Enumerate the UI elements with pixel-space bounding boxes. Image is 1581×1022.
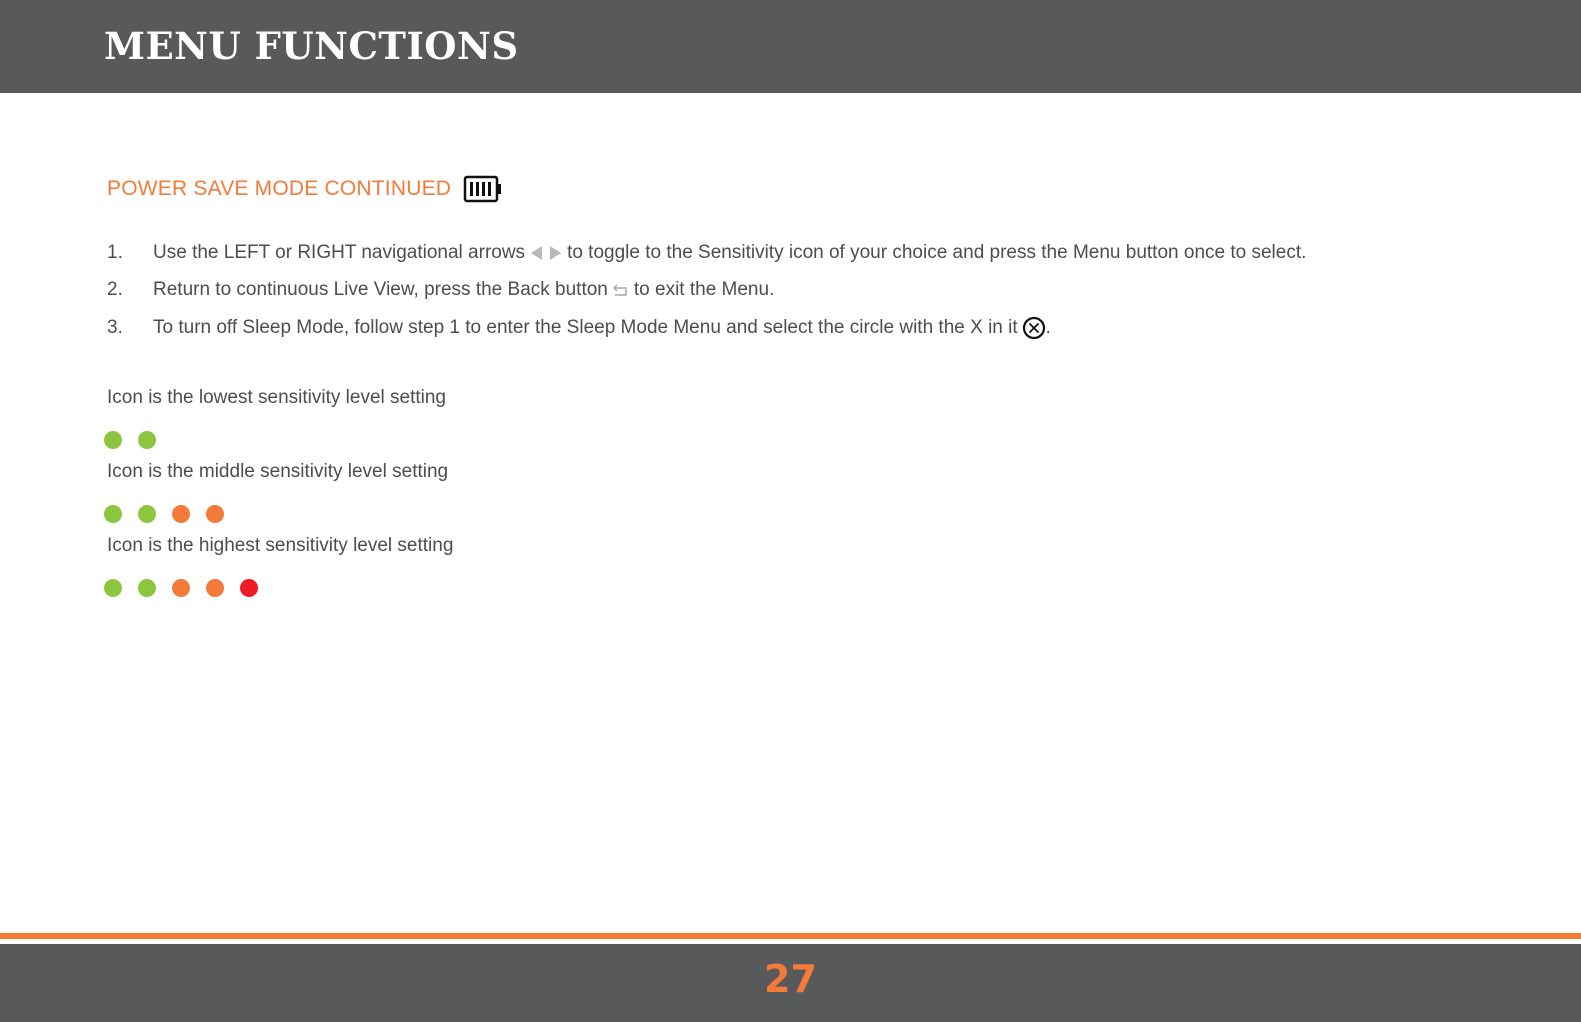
level-label-lowest: Icon is the lowest sensitivity level setting xyxy=(107,387,446,408)
circle-x-icon xyxy=(1022,316,1046,340)
sensitivity-dot-green xyxy=(138,431,156,449)
page-title: MENU FUNCTIONS xyxy=(104,24,519,68)
step-text-after: to toggle to the Sensitivity icon of your choice and press the Menu button once to select. xyxy=(567,241,1307,263)
battery-icon xyxy=(463,174,503,204)
sensitivity-dot-green xyxy=(138,505,156,523)
step-text-after: . xyxy=(1045,316,1051,338)
sensitivity-dot-green xyxy=(104,505,122,523)
sensitivity-dot-orange xyxy=(172,505,190,523)
sensitivity-dots-lowest xyxy=(104,431,156,449)
header-bar xyxy=(0,0,1581,93)
steps-list xyxy=(107,234,1306,347)
sensitivity-dot-orange xyxy=(172,579,190,597)
step-text xyxy=(153,242,1306,264)
step-number: 1. xyxy=(107,241,123,263)
list-item xyxy=(107,234,1306,272)
footer-divider xyxy=(0,933,1581,939)
step-text-before: Return to continuous Live View, press the Back button xyxy=(153,279,608,301)
sensitivity-dots-middle xyxy=(104,505,224,523)
sensitivity-dot-orange xyxy=(206,579,224,597)
step-text xyxy=(153,316,1051,340)
step-number: 2. xyxy=(107,279,123,301)
level-label-middle: Icon is the middle sensitivity level setting xyxy=(107,461,449,482)
sensitivity-dot-green xyxy=(104,579,122,597)
list-item xyxy=(107,272,1306,310)
step-text-before: Use the LEFT or RIGHT navigational arrows xyxy=(153,241,526,263)
sensitivity-dot-green xyxy=(104,431,122,449)
sensitivity-dots-highest xyxy=(104,579,258,597)
step-text-before: To turn off Sleep Mode, follow step 1 to enter the Sleep Mode Menu and select the circle with the X in it xyxy=(153,316,1018,338)
sensitivity-dot-red xyxy=(240,579,258,597)
step-text xyxy=(153,279,774,301)
sensitivity-dot-green xyxy=(138,579,156,597)
level-label-highest: Icon is the highest sensitivity level setting xyxy=(107,535,454,556)
section-heading xyxy=(107,174,503,204)
list-item xyxy=(107,309,1306,347)
back-icon xyxy=(612,282,630,298)
page-number: 27 xyxy=(764,957,817,1001)
left-right-arrows-icon xyxy=(529,245,563,261)
section-title: POWER SAVE MODE CONTINUED xyxy=(107,177,452,200)
step-text-after: to exit the Menu. xyxy=(633,279,775,301)
step-number: 3. xyxy=(107,316,123,338)
footer-bar xyxy=(0,944,1581,1022)
sensitivity-dot-orange xyxy=(206,505,224,523)
